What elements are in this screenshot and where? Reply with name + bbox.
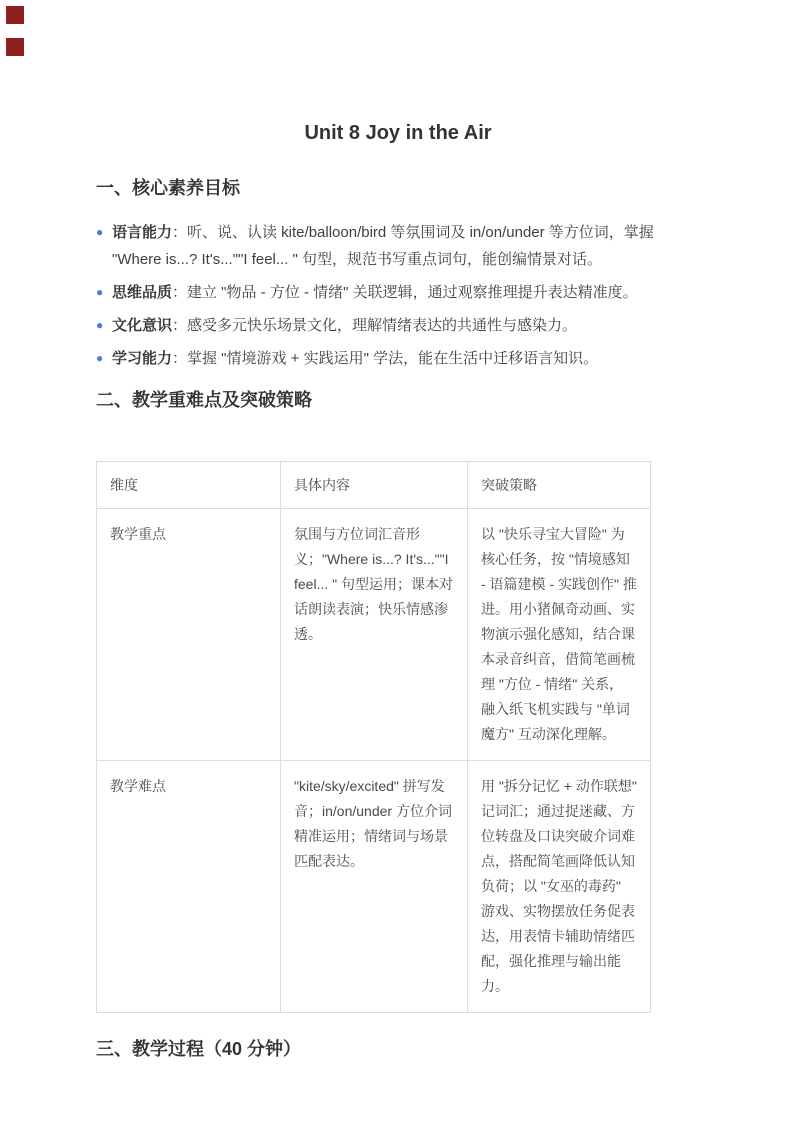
goal-description: ：建立 "物品 - 方位 - 情绪" 关联逻辑，通过观察推理提升表达精准度。 [172, 284, 638, 301]
teaching-points-table [96, 461, 651, 1013]
goals-list [96, 219, 700, 372]
cell-content: 氛围与方位词汇音形义；"Where is...? It's...""I feel... " 句型运用；课本对话朗读表演；快乐情感渗透。 [281, 509, 468, 761]
cell-content: "kite/sky/excited" 拼写发音；in/on/under 方位介词精准运用；情绪词与场景匹配表达。 [281, 761, 468, 1013]
cell-dimension: 教学重点 [97, 509, 281, 761]
comment-marker-icon [6, 38, 24, 56]
bullet-icon: ● [96, 225, 104, 239]
cell-dimension: 教学难点 [97, 761, 281, 1013]
goal-item-thinking [96, 279, 700, 306]
section-heading-key-points: 二、教学重难点及突破策略 [96, 390, 312, 410]
goal-item-language [96, 219, 700, 273]
goal-label: 思维品质 [112, 284, 173, 301]
goal-text [112, 312, 700, 339]
goal-item-learning [96, 345, 700, 372]
goal-text [112, 219, 700, 273]
comment-marker-icon [6, 6, 24, 24]
goal-text [112, 279, 700, 306]
goal-item-culture [96, 312, 700, 339]
section-heading-core-goals: 一、核心素养目标 [96, 178, 240, 198]
document-title: Unit 8 Joy in the Air [304, 122, 492, 144]
table-row-difficulty [97, 761, 651, 1013]
cell-strategy: 以 "快乐寻宝大冒险" 为核心任务，按 "情境感知 - 语篇建模 - 实践创作" 推进。用小猪佩奇动画、实物演示强化感知，结合课本录音纠音，借简笔画梳理 "方位 - 情绪" 关系，融入纸飞机实践与 "单词魔方" 互动深化理解。 [468, 509, 651, 761]
table-row-key-point [97, 509, 651, 761]
goal-description: ：感受多元快乐场景文化，理解情绪表达的共通性与感染力。 [172, 317, 578, 334]
bullet-icon: ● [96, 351, 104, 365]
cell-strategy: 用 "拆分记忆 + 动作联想" 记词汇；通过捉迷藏、方位转盘及口诀突破介词难点，搭配简笔画降低认知负荷；以 "女巫的毒药" 游戏、实物摆放任务促表达，用表情卡辅助情绪匹配，强化推理与输出能力。 [468, 761, 651, 1013]
table-header-strategy: 突破策略 [468, 462, 651, 509]
bullet-icon: ● [96, 318, 104, 332]
goal-text [112, 345, 700, 372]
goal-description: ：掌握 "情境游戏 + 实践运用" 学法，能在生活中迁移语言知识。 [172, 350, 599, 367]
table-header-content: 具体内容 [281, 462, 468, 509]
goal-label: 文化意识 [112, 317, 173, 334]
table-header-dimension: 维度 [97, 462, 281, 509]
table-header-row [97, 462, 651, 509]
goal-label: 语言能力 [112, 224, 173, 241]
section-heading-teaching-process: 三、教学过程（40 分钟） [96, 1039, 302, 1059]
goal-label: 学习能力 [112, 350, 173, 367]
bullet-icon: ● [96, 285, 104, 299]
goal-description: ：听、说、认读 kite/balloon/bird 等氛围词及 in/on/under 等方位词，掌握 "Where is...? It's...""I feel... " 句型，规范书写重点词句，能创编情景对话。 [112, 224, 654, 268]
